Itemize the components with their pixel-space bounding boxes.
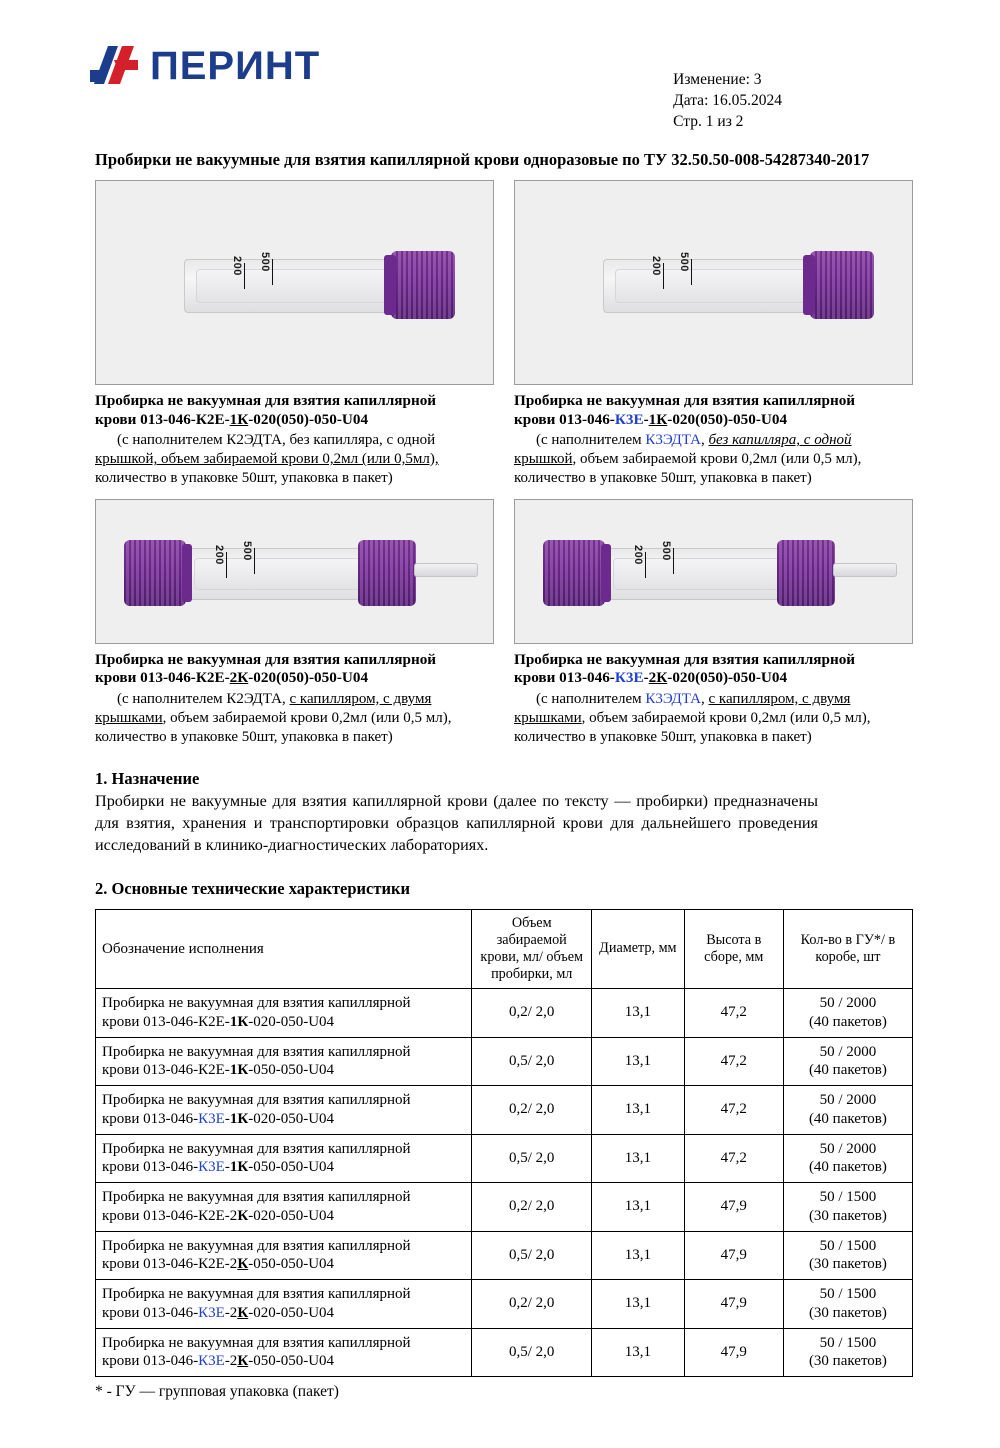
table-footnote: * - ГУ — групповая упаковка (пакет)	[95, 1383, 339, 1401]
table-row	[96, 1037, 913, 1086]
cell-volume: 0,2/ 2,0	[472, 1183, 592, 1232]
table-row	[96, 1134, 913, 1183]
product-grid	[95, 180, 913, 747]
cell-quantity: 50 / 1500 (30 пакетов)	[783, 1328, 912, 1377]
product-title-1: Пробирка не вакуумная для взятия капиллярной крови 013-046-К2Е-1К-020(050)-050-U04	[95, 392, 437, 428]
tube-mark-500: 500	[259, 252, 271, 272]
cell-designation: Пробирка не вакуумная для взятия капиллярной крови 013-046-К3Е-2К-050-050-U04	[96, 1328, 472, 1377]
cell-designation: Пробирка не вакуумная для взятия капиллярной крови 013-046-К2Е-1К-050-050-U04	[96, 1037, 472, 1086]
cell-height: 47,9	[684, 1183, 783, 1232]
product-title-2: Пробирка не вакуумная для взятия капиллярной крови 013-046-К3Е-1К-020(050)-050-U04	[514, 392, 856, 428]
table-row	[96, 1328, 913, 1377]
product-desc-2: (с наполнителем К3ЭДТА, без капилляра, с одной крышкой, объем забираемой крови 0,2мл (или 0,5 мл), количество в упаковке 50шт, упаковка в пакет)	[514, 432, 862, 487]
cell-quantity: 50 / 2000 (40 пакетов)	[783, 1134, 912, 1183]
product-photo-3	[95, 499, 494, 644]
table-header-row	[96, 909, 913, 988]
product-card-2	[514, 180, 913, 489]
specifications-table	[95, 909, 913, 1377]
table-row	[96, 1231, 913, 1280]
cell-diameter: 13,1	[592, 1328, 685, 1377]
cell-height: 47,2	[684, 989, 783, 1038]
product-title-3: Пробирка не вакуумная для взятия капиллярной крови 013-046-К2Е-2К-020(050)-050-U04	[95, 650, 437, 687]
cell-volume: 0,2/ 2,0	[472, 989, 592, 1038]
tube-mark-500: 500	[660, 540, 672, 561]
cell-designation: Пробирка не вакуумная для взятия капиллярной крови 013-046-К3Е-1К-050-050-U04	[96, 1134, 472, 1183]
cell-quantity: 50 / 2000 (40 пакетов)	[783, 1086, 912, 1135]
cell-diameter: 13,1	[592, 1231, 685, 1280]
cell-quantity: 50 / 2000 (40 пакетов)	[783, 989, 912, 1038]
peri-logo-icon	[88, 40, 142, 92]
cell-designation: Пробирка не вакуумная для взятия капиллярной крови 013-046-К2Е-2К-020-050-U04	[96, 1183, 472, 1232]
product-card-3	[95, 499, 494, 748]
cell-diameter: 13,1	[592, 1037, 685, 1086]
meta-date: Дата: 16.05.2024	[673, 91, 782, 109]
cell-volume: 0,2/ 2,0	[472, 1086, 592, 1135]
section-heading-purpose: 1. Назначение	[95, 769, 200, 789]
col-header-designation: Обозначение исполнения	[96, 909, 472, 988]
cell-height: 47,9	[684, 1280, 783, 1329]
product-title-4: Пробирка не вакуумная для взятия капиллярной крови 013-046-К3Е-2К-020(050)-050-U04	[514, 650, 856, 687]
table-row	[96, 989, 913, 1038]
document-meta	[673, 70, 782, 133]
product-photo-2	[514, 180, 913, 385]
cell-designation: Пробирка не вакуумная для взятия капиллярной крови 013-046-К3Е-1К-020-050-U04	[96, 1086, 472, 1135]
col-header-height: Высота в сборе, мм	[684, 909, 783, 988]
col-header-volume: Объем забираемой крови, мл/ объем пробирки, мл	[472, 909, 592, 988]
meta-page: Стр. 1 из 2	[673, 112, 744, 130]
page-header	[0, 34, 1000, 144]
tube-mark-500: 500	[678, 252, 690, 272]
meta-change: Изменение: 3	[673, 71, 762, 88]
cell-quantity: 50 / 1500 (30 пакетов)	[783, 1183, 912, 1232]
logo-text: ПЕРИНТ	[150, 43, 321, 88]
cell-diameter: 13,1	[592, 1086, 685, 1135]
product-row	[95, 499, 913, 748]
product-photo-4	[514, 499, 913, 644]
tube-mark-200: 200	[231, 256, 243, 276]
table-row	[96, 1280, 913, 1329]
cell-diameter: 13,1	[592, 1134, 685, 1183]
cell-quantity: 50 / 1500 (30 пакетов)	[783, 1231, 912, 1280]
cell-volume: 0,5/ 2,0	[472, 1134, 592, 1183]
cell-height: 47,2	[684, 1086, 783, 1135]
section-heading-specs: 2. Основные технические характеристики	[95, 878, 411, 898]
cell-quantity: 50 / 2000 (40 пакетов)	[783, 1037, 912, 1086]
cell-volume: 0,5/ 2,0	[472, 1037, 592, 1086]
page-title: Пробирки не вакуумные для взятия капиллярной крови одноразовые по ТУ 32.50.50-008-54287340-2017	[95, 150, 870, 169]
table-row	[96, 1086, 913, 1135]
cell-height: 47,2	[684, 1134, 783, 1183]
product-card-1	[95, 180, 494, 489]
cell-diameter: 13,1	[592, 989, 685, 1038]
tube-mark-200: 200	[650, 256, 662, 276]
tube-mark-200: 200	[632, 544, 644, 565]
col-header-quantity: Кол-во в ГУ*/ в коробе, шт	[783, 909, 912, 988]
section-text-purpose: Пробирки не вакуумные для взятия капиллярной крови (далее по тексту — пробирки) предназначены для взятия, хранения и транспортировки образцов капиллярной крови для дальнейшего проведения исследований в клинико-диагностических лабораториях.	[95, 792, 818, 855]
cell-designation: Пробирка не вакуумная для взятия капиллярной крови 013-046-К2Е-2К-050-050-U04	[96, 1231, 472, 1280]
product-card-4	[514, 499, 913, 748]
product-desc-4: (с наполнителем К3ЭДТА, с капилляром, с двумя крышками, объем забираемой крови 0,2мл (или 0,5 мл), количество в упаковке 50шт, упаковка в пакет)	[514, 690, 871, 746]
product-desc-1: (с наполнителем К2ЭДТА, без капилляра, с одной крышкой, объем забираемой крови 0,2мл (или 0,5мл), количество в упаковке 50шт, упаковка в пакет)	[95, 432, 439, 487]
cell-volume: 0,2/ 2,0	[472, 1280, 592, 1329]
product-desc-3: (с наполнителем К2ЭДТА, с капилляром, с двумя крышками, объем забираемой крови 0,2мл (или 0,5 мл), количество в упаковке 50шт, упаковка в пакет)	[95, 690, 452, 746]
cell-volume: 0,5/ 2,0	[472, 1328, 592, 1377]
tube-mark-500: 500	[241, 540, 253, 561]
cell-height: 47,9	[684, 1231, 783, 1280]
cell-volume: 0,5/ 2,0	[472, 1231, 592, 1280]
tube-mark-200: 200	[213, 544, 225, 565]
product-photo-1	[95, 180, 494, 385]
cell-designation: Пробирка не вакуумная для взятия капиллярной крови 013-046-К2Е-1К-020-050-U04	[96, 989, 472, 1038]
cell-height: 47,9	[684, 1328, 783, 1377]
cell-diameter: 13,1	[592, 1183, 685, 1232]
product-row	[95, 180, 913, 489]
cell-diameter: 13,1	[592, 1280, 685, 1329]
table-row	[96, 1183, 913, 1232]
company-logo	[88, 40, 320, 92]
document-page	[0, 34, 1000, 1448]
cell-designation: Пробирка не вакуумная для взятия капиллярной крови 013-046-К3Е-2К-020-050-U04	[96, 1280, 472, 1329]
col-header-diameter: Диаметр, мм	[592, 909, 685, 988]
cell-height: 47,2	[684, 1037, 783, 1086]
cell-quantity: 50 / 1500 (30 пакетов)	[783, 1280, 912, 1329]
